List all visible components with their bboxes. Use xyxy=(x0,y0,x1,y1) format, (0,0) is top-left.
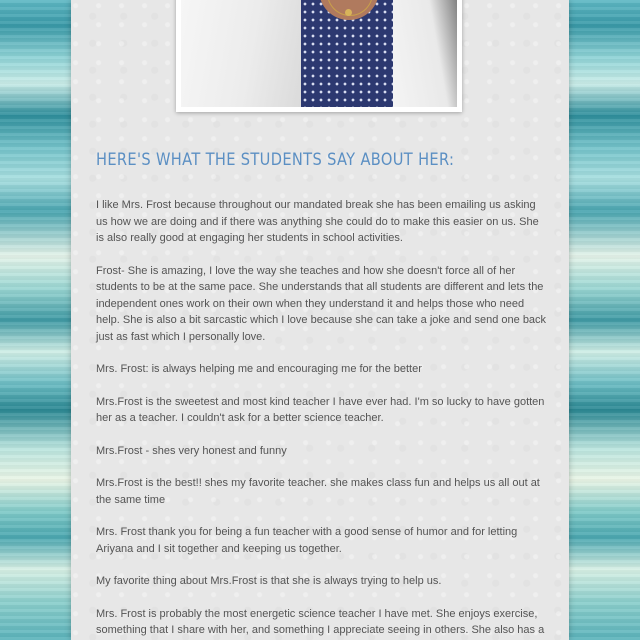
student-quote: Mrs. Frost: is always helping me and encouraging me for the better xyxy=(96,363,422,375)
photo-cardigan-left xyxy=(181,0,306,107)
student-quotes xyxy=(96,197,548,640)
student-quote: Mrs. Frost thank you for being a fun teacher with a good sense of humor and for letting Ariyana and I sit together and keeping us together. xyxy=(96,526,518,555)
student-quote: Mrs.Frost - shes very honest and funny xyxy=(96,444,287,457)
student-quote: Frost- She is amazing, I love the way she teaches and how she doesn't force all of her students to be at the same pace. She understands that all students are different and lets the independent ones work on their own when they understand it and helps those who need help. She is also a bit sarcastic which I love because she can take a joke and send one back just as fast which I personally love. xyxy=(96,264,547,343)
student-quote: My favorite thing about Mrs.Frost is that she is always trying to help us. xyxy=(96,575,442,587)
section-heading: HERE'S WHAT THE STUDENTS SAY ABOUT HER: xyxy=(96,150,455,170)
student-quote: Mrs. Frost is probably the most energetic science teacher I have met. She enjoys exercise, something that I share with her, and something I appreciate seeing in others. She also has a xyxy=(96,607,545,636)
student-quote: I like Mrs. Frost because throughout our mandated break she has been emailing us asking us how we are doing and if there was anything she could do to make this easier on us. She is also really good at engaging her students in school activities. xyxy=(96,199,539,244)
teacher-photo-frame xyxy=(176,0,462,112)
student-quote: Mrs.Frost is the best!! shes my favorite teacher. she makes class fun and helps us all out at the same time xyxy=(96,477,540,506)
photo-pendant xyxy=(345,9,352,16)
photo-cardigan-right xyxy=(393,0,457,107)
student-quote: Mrs.Frost is the sweetest and most kind teacher I have ever had. I'm so lucky to have gotten her as a teacher. I couldn't ask for a better science teacher. xyxy=(96,395,545,424)
teacher-photo xyxy=(181,0,457,107)
content-panel xyxy=(71,0,569,640)
